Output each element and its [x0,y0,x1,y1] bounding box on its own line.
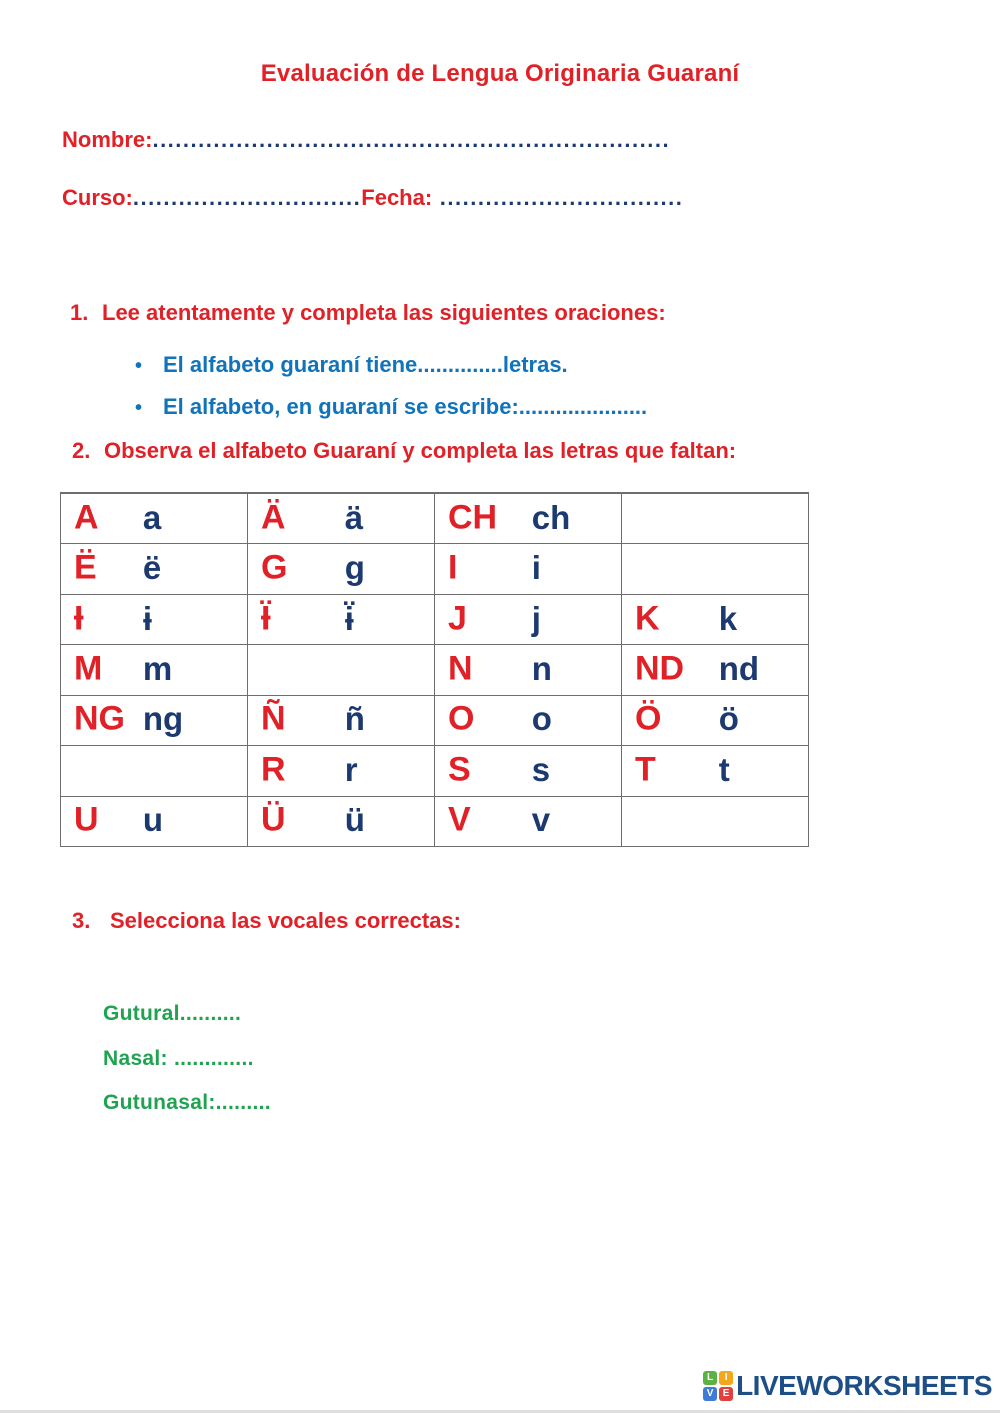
alphabet-cell [435,746,622,796]
uppercase-letter: Ë [74,548,97,587]
lowercase-letter: a [142,498,162,536]
lowercase-letter: o [531,700,552,738]
date-blank[interactable]: ................................ [432,185,684,210]
uppercase-letter: Ɨ [74,599,84,638]
uppercase-letter: T [635,750,656,789]
lowercase-letter: s [531,751,551,789]
page-title: Evaluación de Lengua Originaria Guaraní [260,60,740,87]
alphabet-cell [248,797,435,847]
uppercase-letter: M [74,649,103,688]
nasal-answer-line[interactable]: Nasal: ............. [103,1047,254,1070]
lowercase-letter: ɨ [142,599,152,637]
bullet-icon: • [135,397,143,419]
lowercase-letter: ɨ̈ [344,599,354,637]
alphabet-cell [248,544,435,594]
uppercase-letter: NG [74,700,125,739]
alphabet-cell [622,595,809,645]
lowercase-letter: r [344,751,358,789]
alphabet-cell [248,595,435,645]
uppercase-letter: O [448,700,475,739]
alphabet-cell [61,645,248,695]
empty-answer-cell[interactable] [622,544,809,594]
alphabet-cell [61,544,248,594]
uppercase-letter: ND [635,649,685,688]
uppercase-letter: Ä [261,498,286,537]
liveworksheets-wordmark: LIVEWORKSHEETS [736,1370,992,1401]
bullet-1-text: El alfabeto guaraní tiene..............letras. [163,352,568,377]
uppercase-letter: K [635,599,660,638]
empty-answer-cell[interactable] [622,797,809,847]
lowercase-letter: g [344,549,365,587]
bullet-icon: • [135,355,143,377]
name-line [62,127,670,153]
question-3-text: Selecciona las vocales correctas: [110,908,461,933]
uppercase-letter: G [261,548,288,587]
uppercase-letter: CH [448,498,498,537]
lowercase-letter: ng [142,700,184,738]
alphabet-cell [248,696,435,746]
alphabet-cell [61,797,248,847]
uppercase-letter: V [448,800,471,839]
uppercase-letter: J [448,599,467,638]
bullet-item-2[interactable] [135,394,647,420]
uppercase-letter: R [261,750,286,789]
alphabet-cell [622,645,809,695]
empty-answer-cell[interactable] [248,645,435,695]
uppercase-letter: U [74,800,99,839]
uppercase-letter: S [448,750,471,789]
alphabet-cell [435,544,622,594]
lowercase-letter: m [142,650,173,688]
question-2-number: 2. [72,438,91,463]
lowercase-letter: t [718,751,730,789]
gutunasal-answer-line[interactable]: Gutunasal:......... [103,1091,271,1114]
alphabet-cell [61,696,248,746]
logo-letter-l: L [703,1371,717,1385]
alphabet-cell [248,746,435,796]
course-blank[interactable]: .............................. [132,185,362,210]
uppercase-letter: N [448,649,473,688]
lowercase-letter: j [531,599,541,637]
question-2-text: Observa el alfabeto Guaraní y completa las letras que faltan: [104,438,737,463]
lowercase-letter: ë [142,549,162,587]
logo-letter-e: E [719,1387,733,1401]
liveworksheets-logo-icon [703,1371,733,1401]
alphabet-cell [61,494,248,544]
question-3-heading [72,908,461,934]
course-label: Curso: [62,185,133,210]
name-blank[interactable]: .................................................................... [152,127,671,152]
uppercase-letter: I [448,548,458,587]
empty-answer-cell[interactable] [61,746,248,796]
alphabet-cell [435,494,622,544]
uppercase-letter: Ñ [261,700,286,739]
lowercase-letter: n [531,650,552,688]
date-label: Fecha: [361,185,433,210]
question-3-number: 3. [72,908,91,933]
alphabet-cell [622,746,809,796]
alphabet-cell [435,797,622,847]
alphabet-cell [435,645,622,695]
question-1-number: 1. [70,300,89,325]
lowercase-letter: ch [531,498,571,536]
course-date-line [62,185,683,211]
uppercase-letter: Ö [635,700,662,739]
logo-letter-v: V [703,1387,717,1401]
alphabet-cell [248,494,435,544]
lowercase-letter: nd [718,650,760,688]
alphabet-table [60,492,809,847]
alphabet-cell [622,696,809,746]
name-label: Nombre: [62,127,153,152]
uppercase-letter: Ü [261,800,286,839]
liveworksheets-footer[interactable] [703,1370,992,1402]
lowercase-letter: u [142,801,163,839]
lowercase-letter: ö [718,700,739,738]
question-1-heading [70,300,666,326]
uppercase-letter: A [74,498,99,537]
uppercase-letter: Ɨ̈ [261,599,271,638]
lowercase-letter: ü [344,801,365,839]
question-1-text: Lee atentamente y completa las siguientes oraciones: [102,300,666,325]
lowercase-letter: i [531,549,541,587]
logo-letter-i: I [719,1371,733,1385]
empty-answer-cell[interactable] [622,494,809,544]
lowercase-letter: v [531,801,551,839]
alphabet-cell [435,595,622,645]
bullet-item-1[interactable] [135,352,568,378]
lowercase-letter: ä [344,498,364,536]
alphabet-cell [435,696,622,746]
lowercase-letter: k [718,599,738,637]
bullet-2-text: El alfabeto, en guaraní se escribe:..................... [163,394,648,419]
gutural-answer-line[interactable]: Gutural.......... [103,1002,242,1025]
question-2-heading [72,438,736,464]
alphabet-cell [61,595,248,645]
lowercase-letter: ñ [344,700,365,738]
